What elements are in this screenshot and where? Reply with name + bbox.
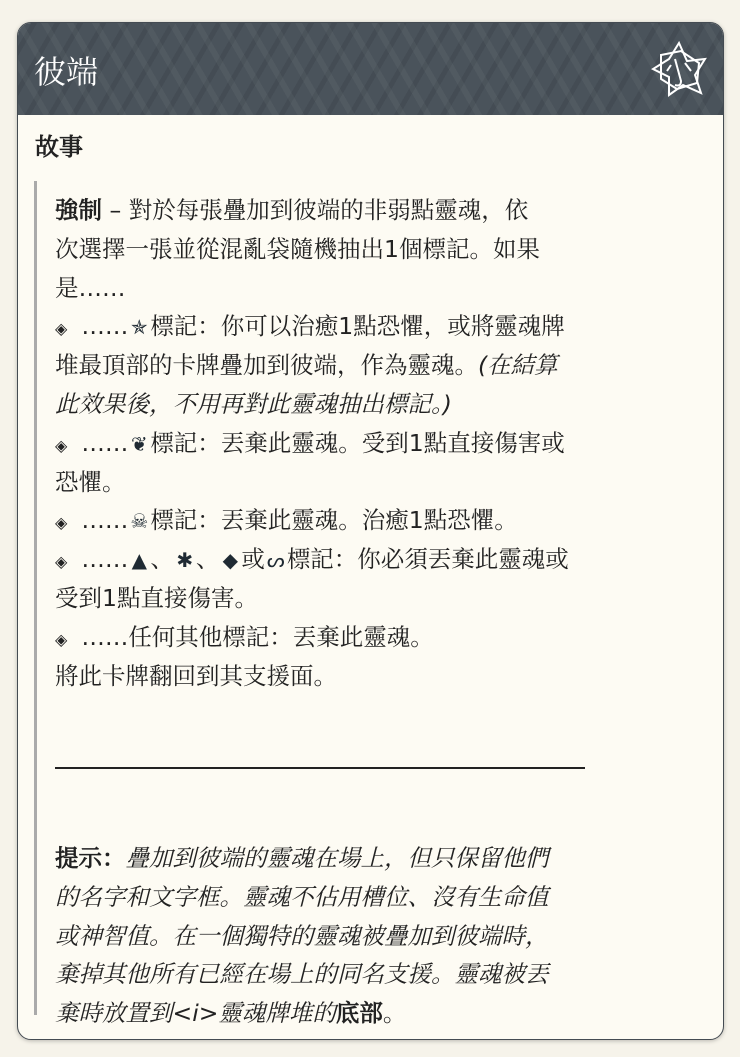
- text: (在結算: [478, 351, 558, 380]
- text: 受到1點直接傷害。: [55, 583, 258, 612]
- skull-icon: ☠: [130, 509, 149, 534]
- elder-sign-token-icon: ✯: [130, 315, 148, 340]
- bullet-icon: ◈: [55, 513, 68, 533]
- elder-sign-star-icon: [651, 41, 707, 97]
- text: 任何其他標記：丟棄此靈魂。: [128, 622, 434, 651]
- divider: [55, 767, 585, 769]
- bullet-icon: ◈: [55, 552, 68, 572]
- text: 是……: [55, 273, 126, 302]
- cultist-icon: ▲: [131, 548, 147, 573]
- elder-thing-icon: ✱: [176, 548, 194, 573]
- text: ……: [81, 428, 129, 457]
- bullet-icon: ◈: [55, 629, 68, 649]
- text: ……: [81, 622, 129, 651]
- text: ……: [81, 545, 129, 574]
- curse-icon: ᔕ: [266, 548, 285, 573]
- text: 將此卡牌翻回到其支援面。: [55, 661, 337, 690]
- text: 或: [241, 545, 265, 574]
- text: ……: [81, 312, 129, 341]
- text: 標記：你必須丟棄此靈魂或: [286, 545, 569, 574]
- text: 底部: [335, 999, 383, 1028]
- text: 棄掉其他所有已經在場上的同名支援。靈魂被丟: [55, 960, 549, 989]
- text: 此效果後，不用再對此靈魂抽出標記。): [55, 389, 452, 418]
- text: ……: [81, 506, 129, 535]
- text: 或神智值。在一個獨特的靈魂被疊加到彼端時，: [55, 921, 549, 950]
- card: [17, 22, 724, 1040]
- card-text-block: [34, 181, 697, 1028]
- bullet-icon: ◈: [55, 435, 68, 455]
- text: 、: [150, 545, 174, 574]
- text: 棄時放置到<i>靈魂牌堆的: [55, 999, 336, 1028]
- text: 標記：丟棄此靈魂。受到1點直接傷害或: [150, 428, 565, 457]
- text: 疊加到彼端的靈魂在場上，但只保留他們: [125, 844, 549, 872]
- text: 恐懼。: [55, 467, 126, 496]
- text: 堆最頂部的卡牌疊加到彼端，作為靈魂。: [55, 351, 478, 380]
- text: 、: [195, 545, 220, 574]
- forced-keyword: 強制: [55, 196, 102, 224]
- card-header: [18, 23, 723, 115]
- card-title: 彼端: [34, 53, 99, 91]
- text: 標記：丟棄此靈魂。治癒1點恐懼。: [150, 506, 518, 535]
- hint-block: [55, 839, 549, 1033]
- text: 的名字和文字框。靈魂不佔用槽位、沒有生命值: [55, 882, 549, 911]
- text: 。: [382, 999, 407, 1028]
- bullet-icon: ◈: [55, 319, 68, 339]
- text: – 對於每張疊加到彼端的非弱點靈魂，依: [102, 196, 529, 224]
- text: 標記：你可以治癒1點恐懼，或將靈魂牌: [150, 312, 565, 341]
- auto-fail-tentacle-icon: ❦: [130, 431, 148, 456]
- text: 次選擇一張並從混亂袋隨機抽出1個標記。如果: [55, 234, 540, 263]
- tablet-icon: ◆: [222, 548, 238, 573]
- section-heading: 故事: [35, 133, 83, 161]
- hint-label: 提示：: [55, 844, 126, 872]
